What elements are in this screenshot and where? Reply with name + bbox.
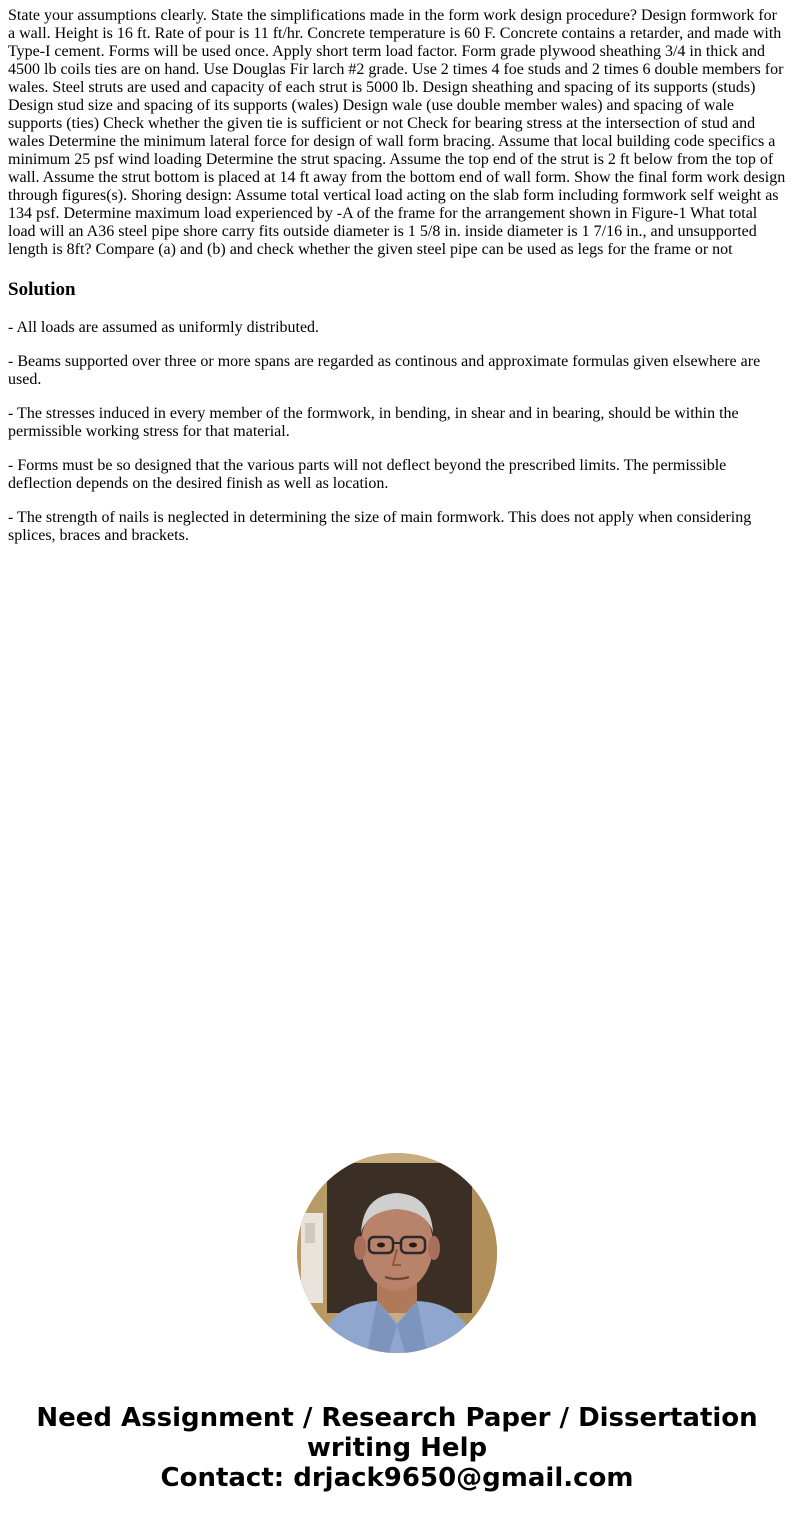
contact-email: Contact: drjack9650@gmail.com: [160, 1463, 634, 1493]
solution-point: - The strength of nails is neglected in determining the size of main formwork. This does not apply when considering splices, braces and brackets.: [8, 509, 752, 544]
tutor-portrait-icon: [297, 1153, 497, 1353]
tutor-photo: [297, 1153, 497, 1353]
promo-line: writing Help: [306, 1433, 488, 1463]
solution-point: - Beams supported over three or more spans are regarded as continous and approximate formulas given elsewhere are used.: [8, 353, 761, 388]
question-text: State your assumptions clearly. State the simplifications made in the form work design procedure? Design formwork for a wall. Height is 16 ft. Rate of pour is 11 ft/hr. Concrete temperature is 60 F. Concrete contains a retarder, and made with Type-I cement. Forms will be used once. Apply short term load factor. Form grade plywood sheathing 3/4 in thick and 4500 lb coils ties are on hand. Use Douglas Fir larch #2 grade. Use 2 times 4 foe studs and 2 times 6 double members for wales. Steel struts are used and capacity of each strut is 5000 lb. Design sheathing and spacing of its supports (studs) Design stud size and spacing of its supports (wales) Design wale (use double member wales) and spacing of wale supports (ties) Check whether the given tie is sufficient or not Check for bearing stress at the intersection of stud and wales Determine the minimum lateral force for design of wall form bracing. Assume that local building code specifics a minimum 25 psf wind loading Determine the strut spacing. Assume the top end of the strut is 2 ft below from the top of wall. Assume the strut bottom is placed at 14 ft away from the bottom end of wall form. Show the final form work design through figures(s). Shoring design: Assume total vertical load acting on the slab form including formwork self weight as 134 psf. Determine maximum load experienced by -A of the frame for the arrangement shown in Figure-1 What total load will an A36 steel pipe shore carry fits outside diameter is 1 5/8 in. inside diameter is 1 7/16 in., and unsupported length is 8ft? Compare (a) and (b) and check whether the given steel pipe can be used as legs for the frame or not: [8, 7, 786, 258]
solution-points: [8, 319, 778, 561]
solution-heading: Solution: [8, 279, 76, 300]
solution-point: - The stresses induced in every member of the formwork, in bending, in shear and in bearing, should be within the permissible working stress for that material.: [8, 405, 739, 440]
contact-banner: [0, 1403, 794, 1493]
solution-point: - All loads are assumed as uniformly distributed.: [8, 319, 320, 336]
promo-line: Need Assignment / Research Paper / Dissertation: [36, 1403, 758, 1433]
solution-point: - Forms must be so designed that the various parts will not deflect beyond the prescribed limits. The permissible deflection depends on the desired finish as well as location.: [8, 457, 727, 492]
